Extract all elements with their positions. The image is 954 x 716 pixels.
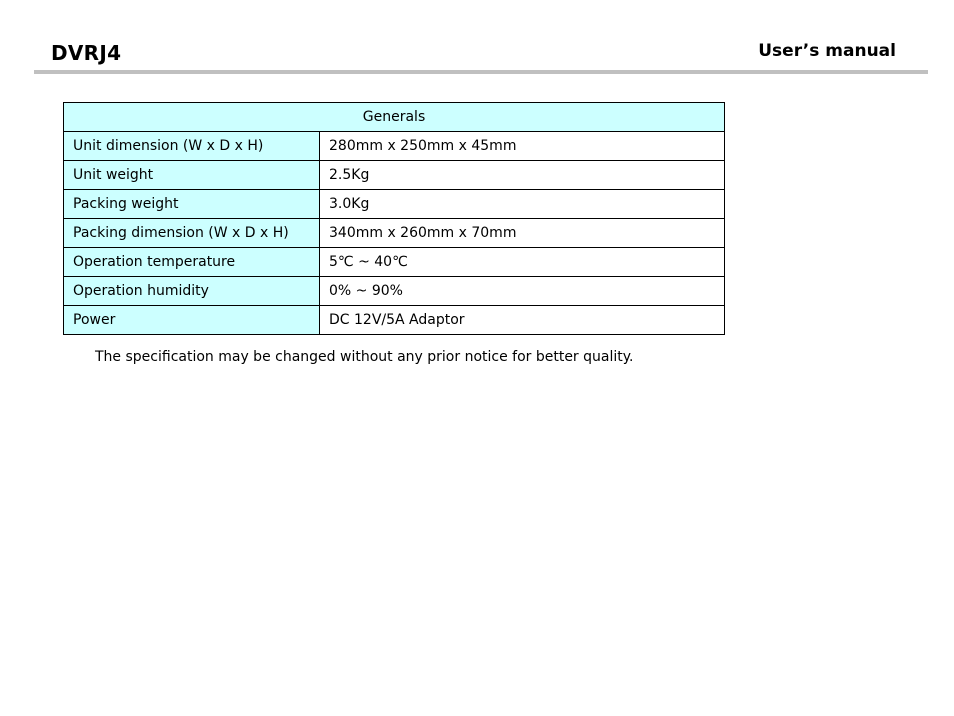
- spec-label: Unit dimension (W x D x H): [64, 132, 320, 161]
- spec-value: 3.0Kg: [320, 190, 725, 219]
- header-divider: [34, 70, 928, 74]
- spec-table: [63, 102, 725, 335]
- spec-label: Operation temperature: [64, 248, 320, 277]
- spec-label: Packing dimension (W x D x H): [64, 219, 320, 248]
- table-row: [64, 190, 725, 219]
- document-subtitle: User’s manual: [758, 41, 896, 61]
- table-row: [64, 248, 725, 277]
- spec-label: Operation humidity: [64, 277, 320, 306]
- spec-value: 340mm x 260mm x 70mm: [320, 219, 725, 248]
- spec-label: Power: [64, 306, 320, 335]
- spec-value: 2.5Kg: [320, 161, 725, 190]
- table-heading: Generals: [64, 103, 725, 132]
- spec-label: Unit weight: [64, 161, 320, 190]
- document-title: DVRJ4: [51, 41, 122, 65]
- table-row: [64, 277, 725, 306]
- table-row: [64, 219, 725, 248]
- spec-value: 5℃ ~ 40℃: [320, 248, 725, 277]
- specification-note: The specification may be changed without any prior notice for better quality.: [95, 349, 634, 365]
- table-row: [64, 132, 725, 161]
- spec-label: Packing weight: [64, 190, 320, 219]
- table-row: [64, 306, 725, 335]
- spec-value: DC 12V/5A Adaptor: [320, 306, 725, 335]
- spec-value: 280mm x 250mm x 45mm: [320, 132, 725, 161]
- table-row: [64, 161, 725, 190]
- spec-value: 0% ~ 90%: [320, 277, 725, 306]
- table-header-row: [64, 103, 725, 132]
